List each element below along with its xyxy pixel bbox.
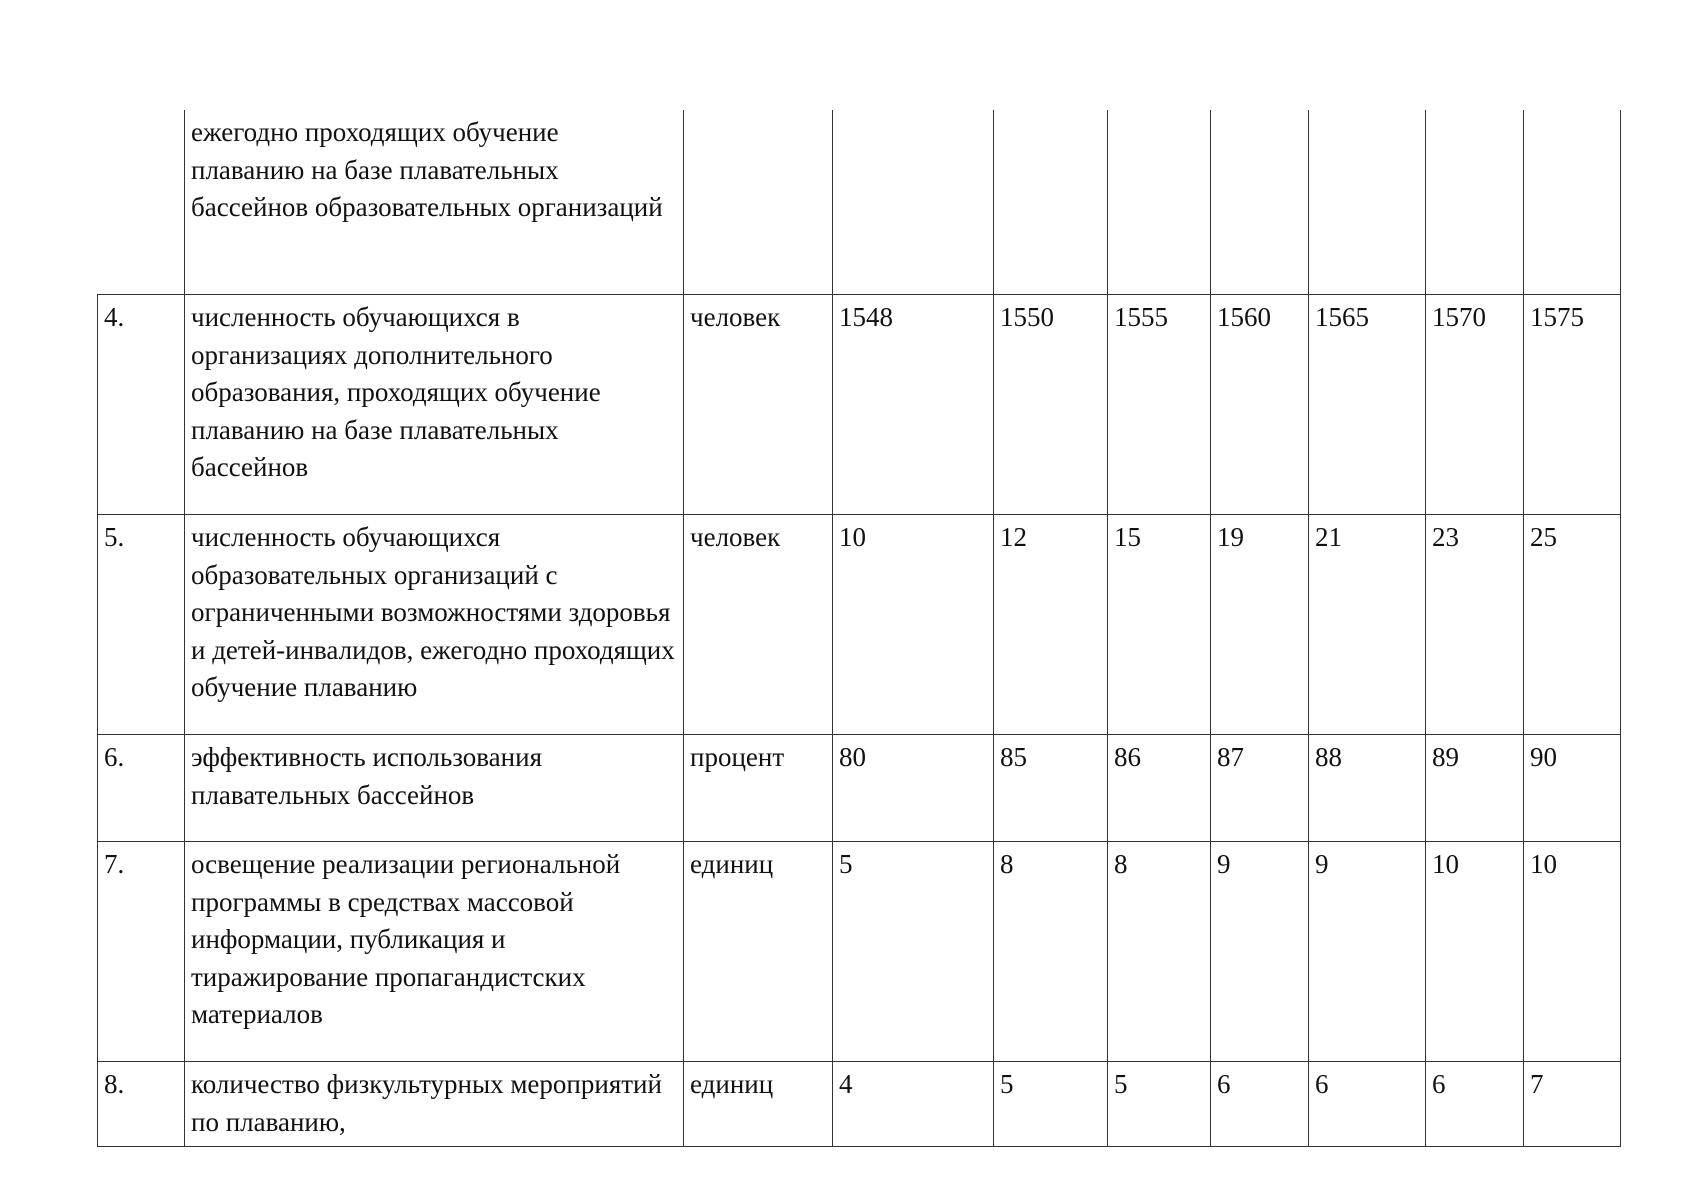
value-cell: 1560 bbox=[1211, 295, 1309, 515]
value-cell: 5 bbox=[833, 842, 994, 1062]
value-cell: 1570 bbox=[1426, 295, 1524, 515]
value-cell: 89 bbox=[1426, 735, 1524, 842]
value-cell: 4 bbox=[833, 1062, 994, 1147]
table-row bbox=[98, 1062, 1621, 1147]
value-cell bbox=[1309, 110, 1426, 295]
value-cell: 10 bbox=[1524, 842, 1621, 1062]
unit-cell: единиц bbox=[684, 1062, 833, 1147]
value-cell: 1575 bbox=[1524, 295, 1621, 515]
row-number-cell: 7. bbox=[98, 842, 185, 1062]
unit-cell: человек bbox=[684, 295, 833, 515]
value-cell: 25 bbox=[1524, 515, 1621, 735]
value-cell: 23 bbox=[1426, 515, 1524, 735]
value-cell: 5 bbox=[1108, 1062, 1211, 1147]
value-cell: 6 bbox=[1309, 1062, 1426, 1147]
indicators-table bbox=[97, 110, 1621, 1147]
value-cell: 80 bbox=[833, 735, 994, 842]
value-cell: 6 bbox=[1211, 1062, 1309, 1147]
indicator-name-cell: эффективность использования плавательных бассейнов bbox=[185, 735, 684, 842]
table-row bbox=[98, 110, 1621, 295]
table-row bbox=[98, 295, 1621, 515]
value-cell: 5 bbox=[994, 1062, 1108, 1147]
value-cell: 8 bbox=[994, 842, 1108, 1062]
unit-cell: единиц bbox=[684, 842, 833, 1062]
value-cell bbox=[1211, 110, 1309, 295]
value-cell: 8 bbox=[1108, 842, 1211, 1062]
value-cell: 21 bbox=[1309, 515, 1426, 735]
unit-cell bbox=[684, 110, 833, 295]
row-number-cell bbox=[98, 110, 185, 295]
unit-cell: процент bbox=[684, 735, 833, 842]
indicators-table-body bbox=[98, 110, 1621, 1147]
value-cell: 15 bbox=[1108, 515, 1211, 735]
value-cell: 6 bbox=[1426, 1062, 1524, 1147]
value-cell bbox=[833, 110, 994, 295]
value-cell: 1550 bbox=[994, 295, 1108, 515]
value-cell: 1548 bbox=[833, 295, 994, 515]
table-row bbox=[98, 515, 1621, 735]
row-number-cell: 5. bbox=[98, 515, 185, 735]
unit-cell: человек bbox=[684, 515, 833, 735]
value-cell: 19 bbox=[1211, 515, 1309, 735]
table-row bbox=[98, 842, 1621, 1062]
value-cell bbox=[1108, 110, 1211, 295]
value-cell: 87 bbox=[1211, 735, 1309, 842]
value-cell: 7 bbox=[1524, 1062, 1621, 1147]
indicator-name-cell: количество физкультурных мероприятий по плаванию, bbox=[185, 1062, 684, 1147]
row-number-cell: 8. bbox=[98, 1062, 185, 1147]
indicator-name-cell: численность обучающихся образовательных организаций с ограниченными возможностями здоровья и детей-инвалидов, ежегодно проходящих обучение плаванию bbox=[185, 515, 684, 735]
row-number-cell: 4. bbox=[98, 295, 185, 515]
indicator-name-cell: ежегодно проходящих обучение плаванию на базе плавательных бассейнов образовательных организаций bbox=[185, 110, 684, 295]
value-cell: 10 bbox=[1426, 842, 1524, 1062]
value-cell bbox=[1524, 110, 1621, 295]
value-cell bbox=[1426, 110, 1524, 295]
value-cell: 9 bbox=[1309, 842, 1426, 1062]
value-cell: 85 bbox=[994, 735, 1108, 842]
value-cell: 86 bbox=[1108, 735, 1211, 842]
value-cell: 90 bbox=[1524, 735, 1621, 842]
value-cell bbox=[994, 110, 1108, 295]
value-cell: 10 bbox=[833, 515, 994, 735]
indicator-name-cell: численность обучающихся в организациях дополнительного образования, проходящих обучение плаванию на базе плавательных бассейнов bbox=[185, 295, 684, 515]
value-cell: 9 bbox=[1211, 842, 1309, 1062]
indicator-name-cell: освещение реализации региональной программы в средствах массовой информации, публикация и тиражирование пропагандистских материалов bbox=[185, 842, 684, 1062]
value-cell: 88 bbox=[1309, 735, 1426, 842]
value-cell: 1555 bbox=[1108, 295, 1211, 515]
value-cell: 1565 bbox=[1309, 295, 1426, 515]
value-cell: 12 bbox=[994, 515, 1108, 735]
table-row bbox=[98, 735, 1621, 842]
row-number-cell: 6. bbox=[98, 735, 185, 842]
